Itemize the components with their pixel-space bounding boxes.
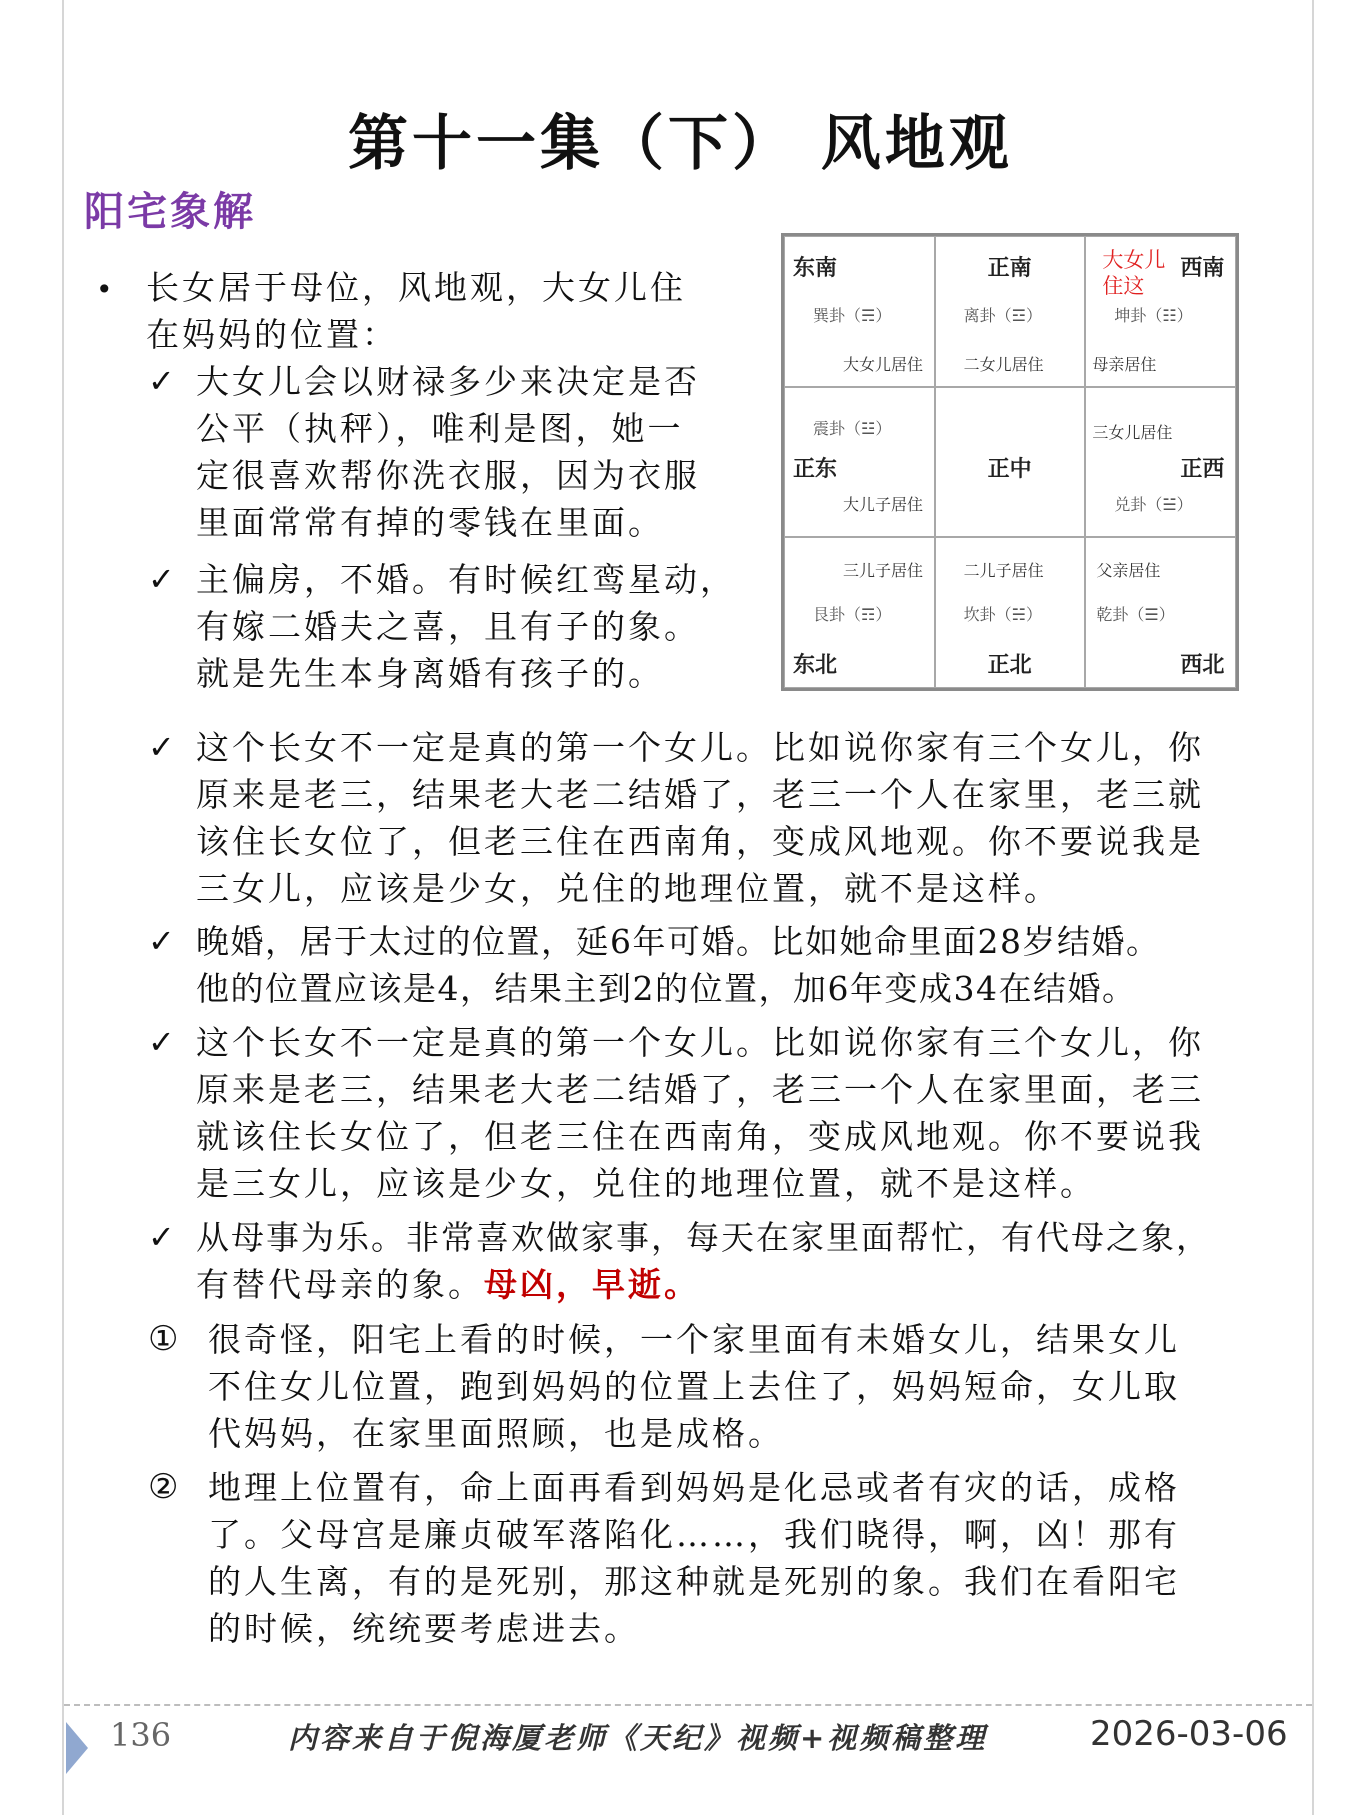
num2-line-1: 地理上位置有，命上面再看到妈妈是化忌或者有灾的话，成格	[208, 1468, 1180, 1507]
check-icon: ✓	[148, 1218, 175, 1256]
item1-line-1: 大女儿会以财禄多少来决定是否	[196, 362, 700, 401]
resident-label: 大儿子居住	[843, 494, 924, 514]
item5-line-3: 就该住长女位了，但老三住在西南角，变成风地观。你不要说我	[196, 1117, 1204, 1156]
direction-label: 东北	[793, 653, 838, 679]
item6-text: 有替代母亲的象。	[196, 1265, 484, 1304]
trigram-label: 震卦（☳）	[813, 418, 892, 438]
item5-line-4: 是三女儿，应该是少女，兑住的地理位置，就不是这样。	[196, 1164, 1096, 1203]
bullet-marker: •	[96, 273, 113, 306]
check-icon: ✓	[148, 362, 175, 400]
grid-cell-east	[784, 387, 935, 538]
page-left-border	[62, 0, 64, 1815]
direction-label: 西南	[1180, 256, 1225, 281]
num1-line-2: 不住女儿位置，跑到妈妈的位置上去住了，妈妈短命，女儿取	[208, 1367, 1180, 1406]
bullet-line-1: 长女居于母位，风地观，大女儿住	[146, 268, 686, 307]
item4-line-2: 他的位置应该是4，结果主到2的位置，加6年变成34在结婚。	[196, 969, 1137, 1008]
item2-line-2: 有嫁二婚夫之喜，且有子的象。	[196, 607, 700, 646]
trigram-label: 离卦（☲）	[963, 306, 1043, 325]
direction-label: 正南	[987, 256, 1032, 281]
grid-cell-northwest	[1085, 537, 1236, 688]
num2-line-4: 的时候，统统要考虑进去。	[208, 1609, 640, 1648]
item3-line-4: 三女儿，应该是少女，兑住的地理位置，就不是这样。	[196, 869, 1060, 908]
num1-line-3: 代妈妈，在家里面照顾，也是成格。	[208, 1414, 784, 1453]
page-right-border	[1312, 0, 1314, 1815]
trigram-label: 乾卦（☰）	[1096, 605, 1175, 625]
check-icon: ✓	[148, 728, 175, 766]
resident-label: 母亲居住	[1092, 355, 1157, 374]
grid-cell-north	[935, 537, 1086, 688]
grid-cell-southwest	[1085, 236, 1236, 387]
item6-warning: 母凶，早逝。	[484, 1265, 700, 1304]
item5-line-1: 这个长女不一定是真的第一个女儿。比如说你家有三个女儿，你	[196, 1023, 1204, 1062]
grid-cell-west	[1085, 387, 1236, 538]
item3-line-3: 该住长女位了，但老三住在西南角，变成风地观。你不要说我是	[196, 822, 1204, 861]
check-icon: ✓	[148, 560, 175, 598]
highlight-note: 大女儿住这	[1102, 248, 1166, 298]
page-number: 136	[110, 1716, 172, 1754]
trigram-label: 坎卦（☵）	[963, 605, 1043, 625]
page-arrow-icon	[66, 1722, 88, 1774]
footer-date: 2026-03-06	[1090, 1714, 1288, 1754]
footer-source: 内容来自于倪海厦老师《天纪》视频+视频稿整理	[288, 1721, 988, 1755]
direction-label: 正中	[987, 456, 1032, 482]
direction-label: 正北	[987, 653, 1032, 679]
footer-divider	[64, 1704, 1312, 1706]
resident-label: 二女儿居住	[963, 355, 1044, 374]
check-icon: ✓	[148, 1023, 175, 1061]
resident-label: 大女儿居住	[843, 355, 924, 374]
item3-line-2: 原来是老三，结果老大老二结婚了，老三一个人在家里，老三就	[196, 775, 1204, 814]
grid-cell-south	[935, 236, 1086, 387]
num1-line-1: 很奇怪，阳宅上看的时候，一个家里面有未婚女儿，结果女儿	[208, 1320, 1180, 1359]
trigram-label: 兑卦（☱）	[1114, 494, 1193, 514]
section-heading: 阳宅象解	[84, 189, 256, 235]
bullet-line-2: 在妈妈的位置：	[146, 315, 398, 354]
item4-line-1: 晚婚，居于太过的位置，延6年可婚。比如她命里面28岁结婚。	[196, 922, 1161, 961]
direction-label: 正西	[1180, 456, 1225, 482]
direction-label: 正东	[793, 456, 838, 482]
check-icon: ✓	[148, 922, 175, 960]
resident-label: 父亲居住	[1096, 561, 1161, 581]
trigram-label: 艮卦（☶）	[813, 605, 892, 625]
item5-line-2: 原来是老三，结果老大老二结婚了，老三一个人在家里面，老三	[196, 1070, 1204, 1109]
item3-line-1: 这个长女不一定是真的第一个女儿。比如说你家有三个女儿，你	[196, 728, 1204, 767]
resident-label: 三儿子居住	[843, 561, 924, 581]
item1-line-4: 里面常常有掉的零钱在里面。	[196, 503, 664, 542]
house-direction-grid	[781, 233, 1239, 691]
num2-line-3: 的人生离，有的是死别，那这种就是死别的象。我们在看阳宅	[208, 1562, 1180, 1601]
trigram-label: 巽卦（☴）	[813, 306, 892, 325]
grid-cell-northeast	[784, 537, 935, 688]
page-title: 第十一集（下） 风地观	[348, 109, 1013, 179]
item2-line-3: 就是先生本身离婚有孩子的。	[196, 654, 664, 693]
grid-cell-southeast	[784, 236, 935, 387]
direction-label: 东南	[793, 256, 838, 281]
resident-label: 二儿子居住	[963, 561, 1044, 581]
direction-label: 西北	[1180, 653, 1225, 679]
item6-line-2	[196, 1261, 700, 1308]
grid-cell-center	[935, 387, 1086, 538]
trigram-label: 坤卦（☷）	[1114, 306, 1193, 325]
item1-line-3: 定很喜欢帮你洗衣服，因为衣服	[196, 456, 700, 495]
item6-line-1: 从母事为乐。非常喜欢做家事，每天在家里面帮忙，有代母之象，	[196, 1218, 1211, 1257]
number-one-marker: ①	[148, 1319, 179, 1359]
item1-line-2: 公平（执秤），唯利是图，她一	[196, 409, 684, 448]
num2-line-2: 了。父母宫是廉贞破军落陷化……，我们晓得，啊，凶！那有	[208, 1515, 1180, 1554]
resident-label: 三女儿居住	[1092, 422, 1173, 442]
item2-line-1: 主偏房，不婚。有时候红鸾星动，	[196, 560, 736, 599]
number-two-marker: ②	[148, 1467, 179, 1507]
